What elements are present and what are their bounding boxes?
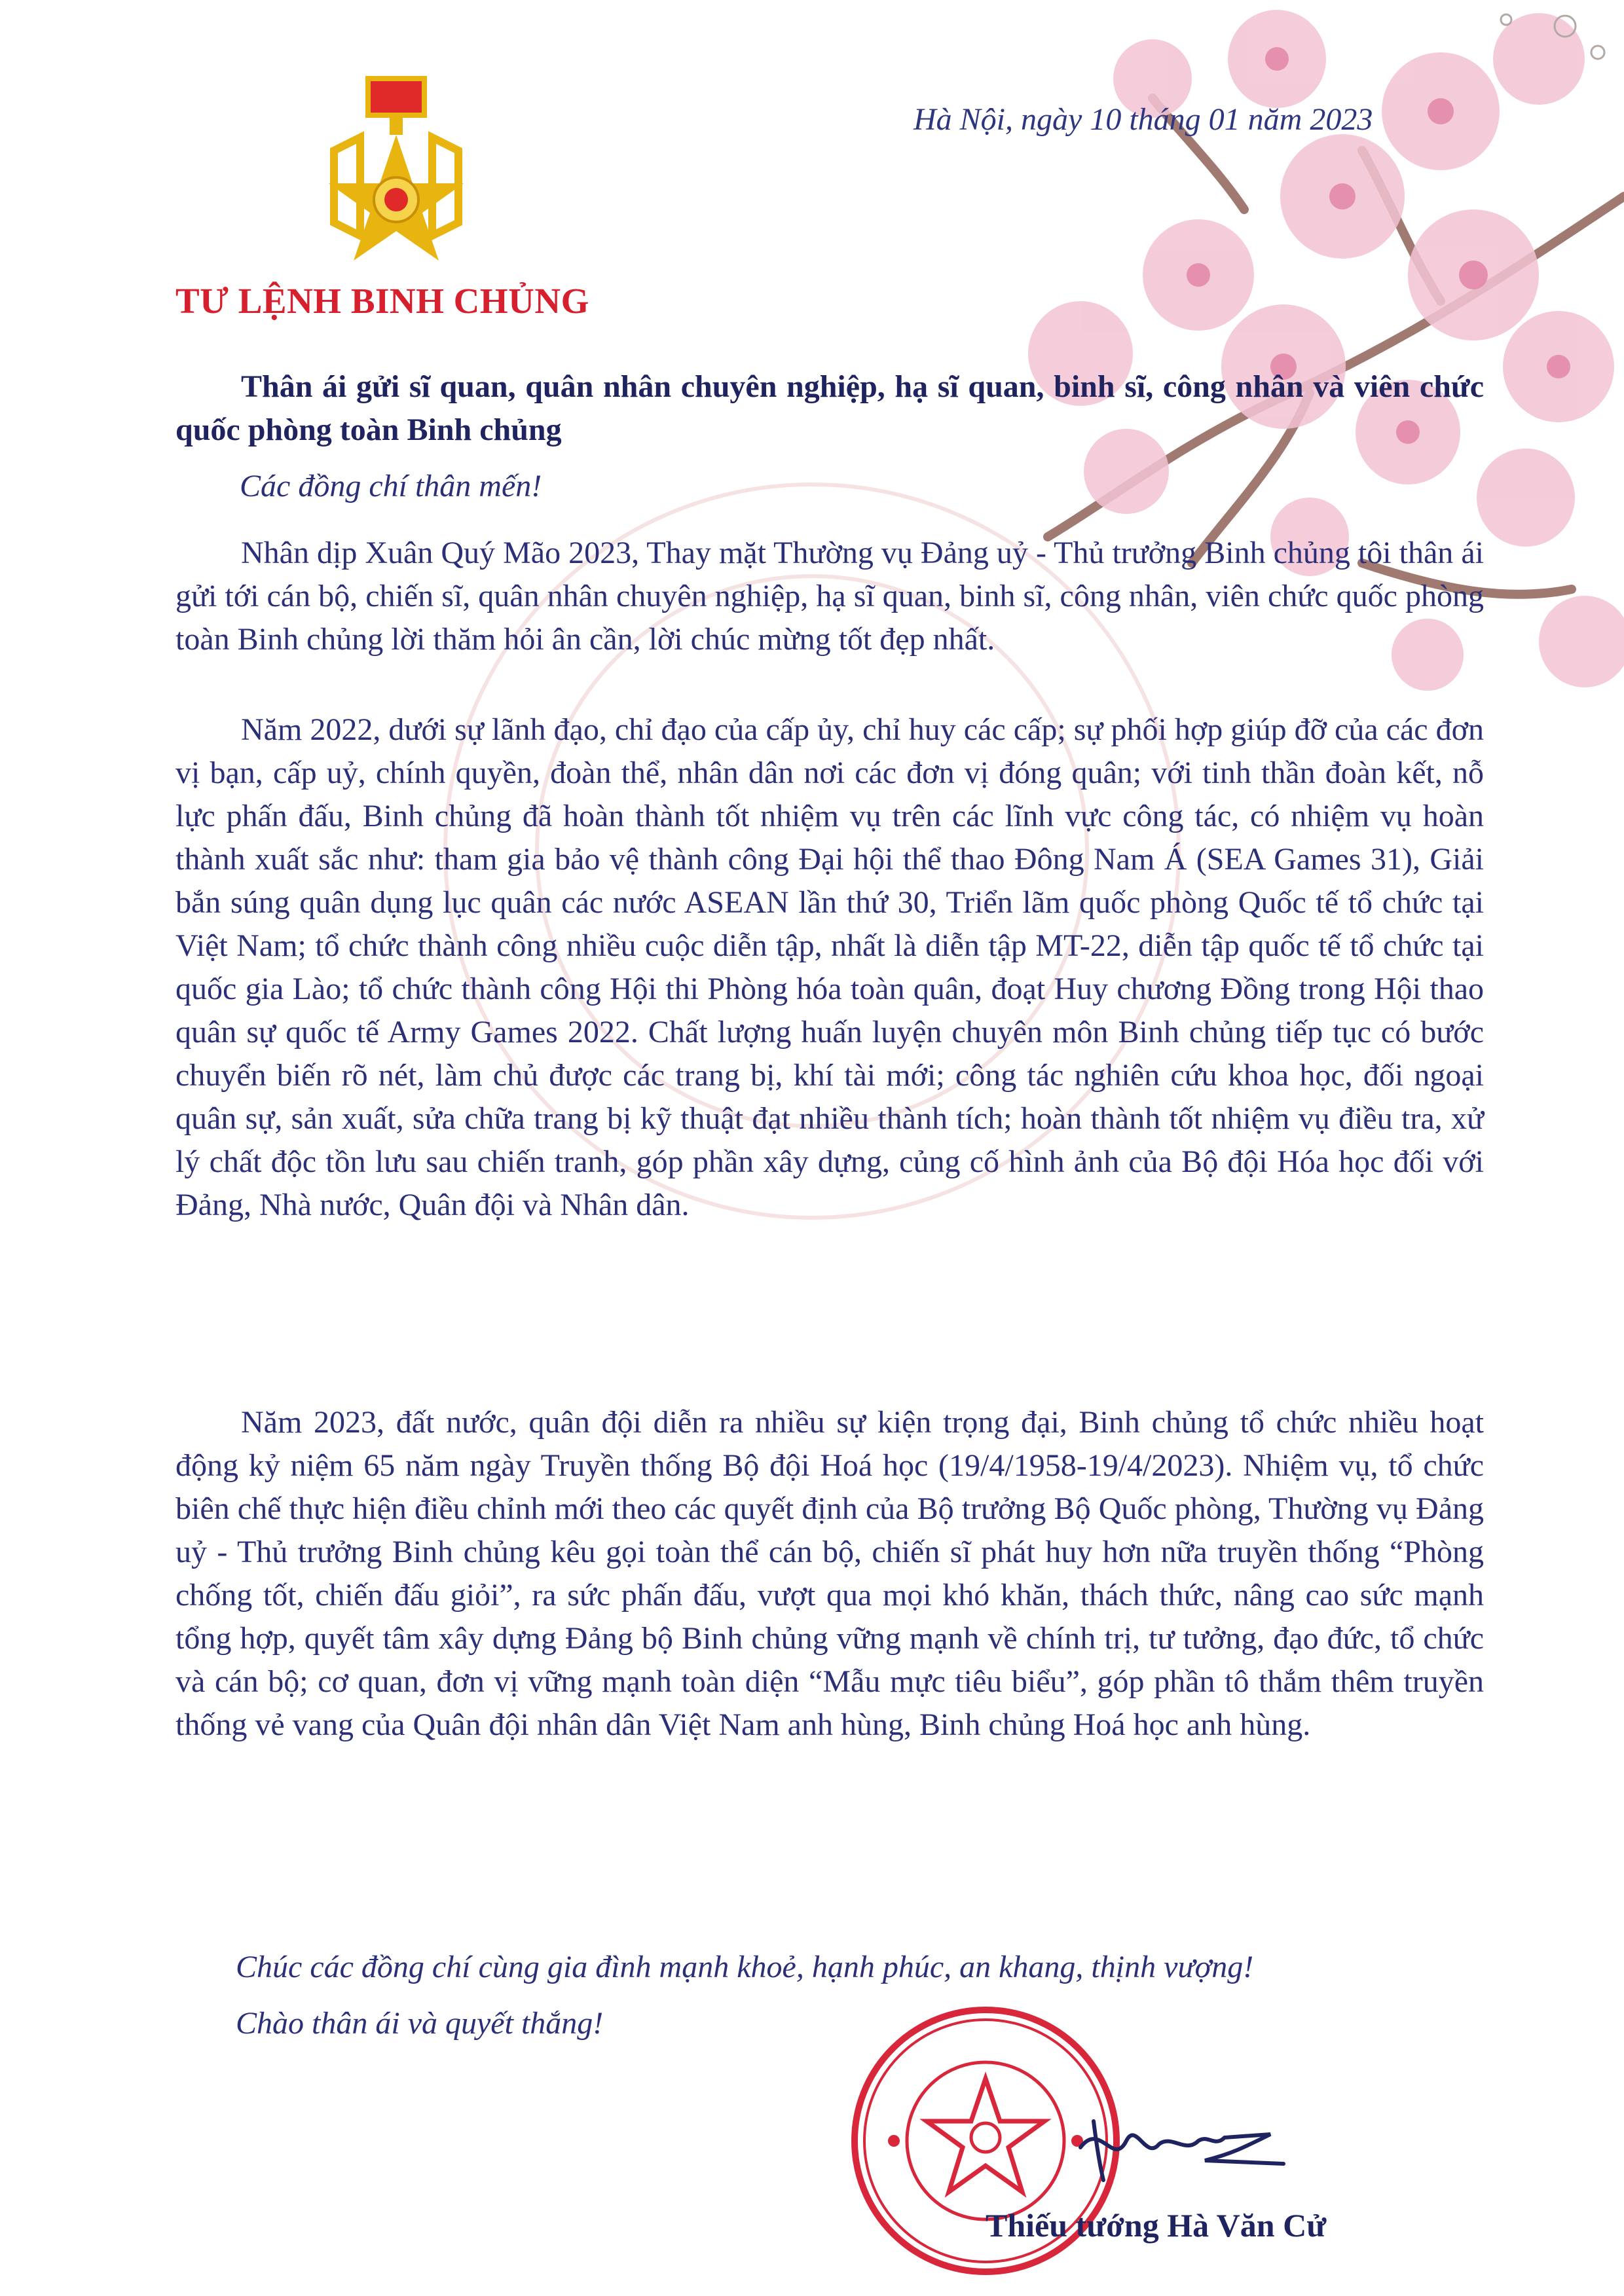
chemical-corps-emblem xyxy=(321,72,471,262)
closing-salute: Chào thân ái và quyết thắng! xyxy=(236,2006,604,2041)
paragraph-2023-tasks: Năm 2023, đất nước, quân đội diễn ra nhiều sự kiện trọng đại, Binh chủng tổ chức nhiều hoạt động kỷ niệm 65 năm ngày Truyền thống Bộ đội Hoá học (19/4/1958-19/4/2023). Nhiệm vụ, tổ chức biên chế thực hiện điều chỉnh mới theo các quyết định của Bộ trưởng Bộ Quốc phòng, Thường vụ Đảng uỷ - Thủ trưởng Binh chủng kêu gọi toàn thể cán bộ, chiến sĩ phát huy hơn nữa truyền thống “Phòng chống tốt, chiến đấu giỏi”, ra sức phấn đấu, vượt qua mọi khó khăn, thách thức, nâng cao sức mạnh tổng hợp, quyết tâm xây dựng Đảng bộ Binh chủng vững mạnh về chính trị, tư tưởng, đạo đức, tổ chức và cán bộ; cơ quan, đơn vị vững mạnh toàn diện “Mẫu mực tiêu biểu”, góp phần tô thắm thêm truyền thống vẻ vang của Quân đội nhân dân Việt Nam anh hùng, Binh chủng Hoá học anh hùng. xyxy=(175,1405,1484,1742)
signer-name: Thiếu tướng Hà Văn Cử xyxy=(986,2207,1327,2244)
issuer-title: TƯ LỆNH BINH CHỦNG xyxy=(175,281,589,321)
handwritten-signature xyxy=(1074,2108,1297,2187)
closing-wish: Chúc các đồng chí cùng gia đình mạnh khoẻ, hạnh phúc, an khang, thịnh vượng! xyxy=(236,1950,1254,1984)
paragraph-2022-review: Năm 2022, dưới sự lãnh đạo, chỉ đạo của cấp ủy, chỉ huy các cấp; sự phối hợp giúp đỡ của các đơn vị bạn, cấp uỷ, chính quyền, đoàn thể, nhân dân nơi các đơn vị đóng quân; với tinh thần đoàn kết, nỗ lực phấn đấu, Binh chủng đã hoàn thành tốt nhiệm vụ trên các lĩnh vực công tác, có nhiệm vụ hoàn thành xuất sắc như: tham gia bảo vệ thành công Đại hội thể thao Đông Nam Á (SEA Games 31), Giải bắn súng quân dụng lục quân các nước ASEAN lần thứ 30, Triển lãm quốc phòng Quốc tế tổ chức tại Việt Nam; tổ chức thành công nhiều cuộc diễn tập, nhất là diễn tập MT-22, diễn tập quốc tế tổ chức tại quốc gia Lào; tổ chức thành công Hội thi Phòng hóa toàn quân, đoạt Huy chương Đồng trong Hội thao quân sự quốc tế Army Games 2022. Chất lượng huấn luyện chuyên môn Binh chủng tiếp tục có bước chuyển biến rõ nét, làm chủ được các trang bị, khí tài mới; công tác nghiên cứu khoa học, đối ngoại quân sự, sản xuất, sửa chữa trang bị kỹ thuật đạt nhiều thành tích; hoàn thành tốt nhiệm vụ điều tra, xử lý chất độc tồn lưu sau chiến tranh, góp phần xây dựng, củng cố hình ảnh của Bộ đội Hóa học đối với Đảng, Nhà nước, Quân đội và Nhân dân. xyxy=(175,712,1484,1222)
paragraph-greeting: Nhân dịp Xuân Quý Mão 2023, Thay mặt Thường vụ Đảng uỷ - Thủ trưởng Binh chủng tôi thân ái gửi tới cán bộ, chiến sĩ, quân nhân chuyên nghiệp, hạ sĩ quan, binh sĩ, công nhân, viên chức quốc phòng toàn Binh chủng lời thăm hỏi ân cần, lời chúc mừng tốt đẹp nhất. xyxy=(175,536,1484,657)
recipients-heading: Thân ái gửi sĩ quan, quân nhân chuyên nghiệp, hạ sĩ quan, binh sĩ, công nhân và viên chức quốc phòng toàn Binh chủng xyxy=(175,369,1484,447)
letter-date: Hà Nội, ngày 10 tháng 01 năm 2023 xyxy=(913,102,1373,137)
salutation: Các đồng chí thân mến! xyxy=(240,469,542,503)
